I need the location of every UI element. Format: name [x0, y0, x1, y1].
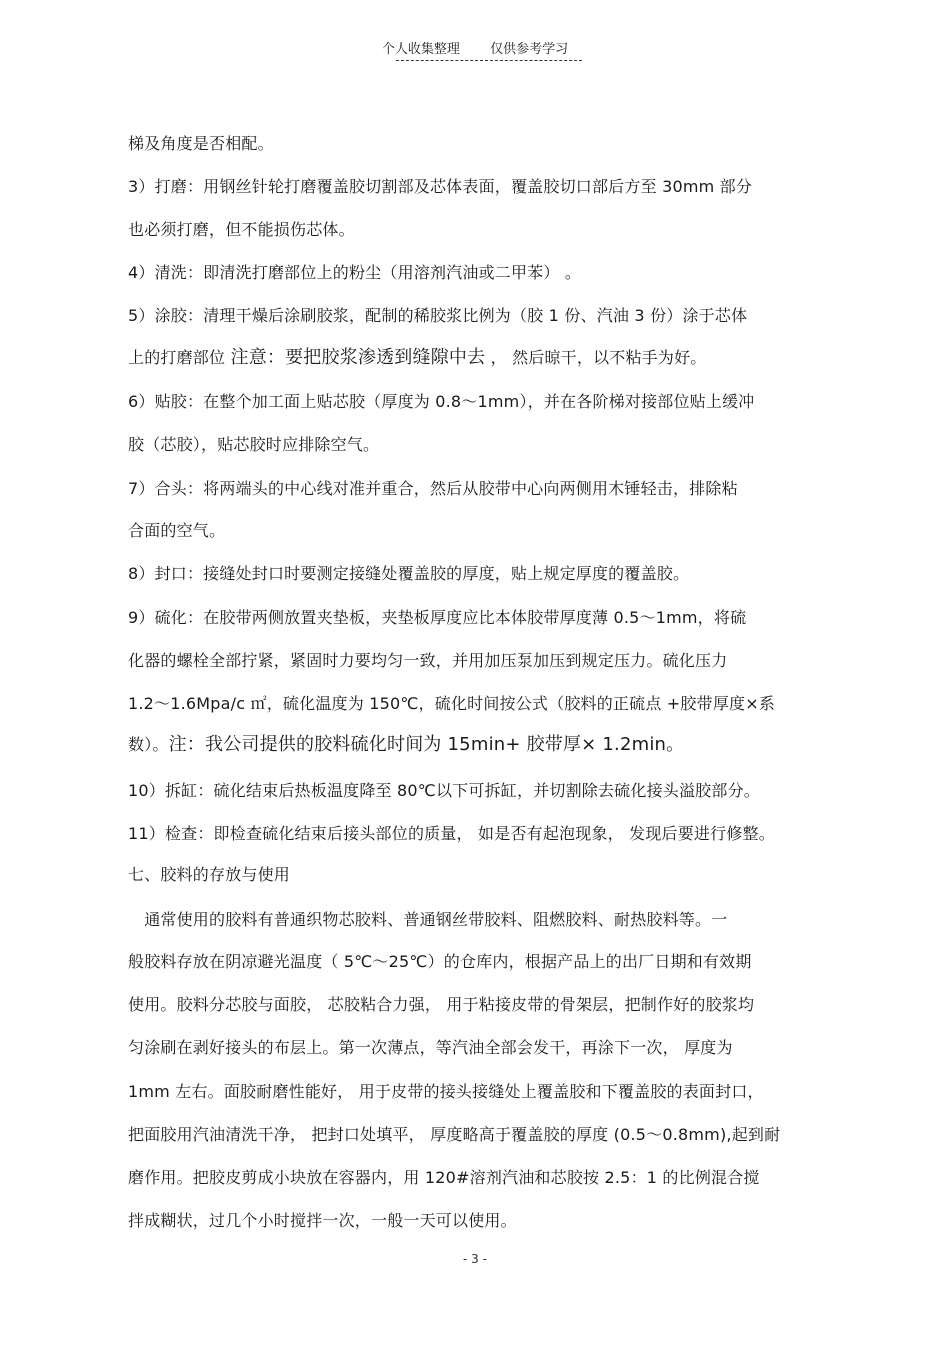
note-emphasis: 注意：要把胶浆渗透到缝隙中去	[230, 347, 486, 368]
note-emphasis: 注：我公司提供的胶料硫化时间为 15min+ 胶带厚× 1.2min。	[168, 734, 685, 755]
body-line: 6）贴胶：在整个加工面上贴芯胶（厚度为 0.8～1mm），并在各阶梯对接部位贴上缓冲	[128, 392, 755, 411]
page-number: - 3 -	[463, 1252, 487, 1266]
header-left-text: 个人收集整理	[381, 42, 460, 57]
text-segment: 数）。	[128, 735, 169, 754]
body-line: 也必须打磨，但不能损伤芯体。	[128, 220, 355, 239]
body-line: 把面胶用汽油清洗干净， 把封口处填平， 厚度略高于覆盖胶的厚度 (0.5～0.8mm),起到耐	[128, 1125, 781, 1144]
body-line: 使用。胶料分芯胶与面胶， 芯胶粘合力强， 用于粘接皮带的骨架层，把制作好的胶浆均	[128, 995, 755, 1014]
text-segment: 上的打磨部位	[128, 348, 231, 367]
body-line: 合面的空气。	[128, 521, 226, 540]
body-line: 9）硫化：在胶带两侧放置夹垫板，夹垫板厚度应比本体胶带厚度薄 0.5～1mm，将硫	[128, 608, 747, 627]
body-line: 11）检查：即检查硫化结束后接头部位的质量， 如是否有起泡现象， 发现后要进行修整。	[128, 824, 775, 843]
body-line-mixed	[128, 347, 848, 369]
body-line: 般胶料存放在阴凉避光温度（ 5℃～25℃）的仓库内，根据产品上的出厂日期和有效期	[128, 952, 752, 971]
text-segment: ， 然后晾干，以不粘手为好。	[485, 348, 707, 367]
body-line: 梯及角度是否相配。	[128, 134, 274, 153]
body-line: 4）清洗：即清洗打磨部位上的粉尘（用溶剂汽油或二甲苯） 。	[128, 263, 582, 282]
header-right-text: 仅供参考学习	[490, 42, 569, 57]
body-line: 拌成糊状，过几个小时搅拌一次，一般一天可以使用。	[128, 1211, 517, 1230]
body-line: 3）打磨：用钢丝针轮打磨覆盖胶切割部及芯体表面，覆盖胶切口部后方至 30mm 部分	[128, 177, 753, 196]
page-header	[0, 38, 950, 57]
body-line: 胶（芯胶），贴芯胶时应排除空气。	[128, 435, 380, 454]
body-line: 5）涂胶：清理干燥后涂刷胶浆，配制的稀胶浆比例为（胶 1 份、汽油 3 份）涂于芯体	[128, 306, 748, 325]
section-heading: 七、胶料的存放与使用	[128, 865, 291, 884]
header-divider	[396, 60, 582, 61]
body-line: 10）拆缸：硫化结束后热板温度降至 80℃以下可拆缸，并切割除去硫化接头溢胶部分。	[128, 781, 760, 800]
body-line: 匀涂刷在剥好接头的布层上。第一次薄点，等汽油全部会发干，再涂下一次， 厚度为	[128, 1038, 733, 1057]
body-line: 1mm 左右。面胶耐磨性能好， 用于皮带的接头接缝处上覆盖胶和下覆盖胶的表面封口，	[128, 1082, 764, 1101]
body-line: 化器的螺栓全部拧紧，紧固时力要均匀一致，并用加压泵加压到规定压力。硫化压力	[128, 651, 728, 670]
body-line: 8）封口：接缝处封口时要测定接缝处覆盖胶的厚度，贴上规定厚度的覆盖胶。	[128, 564, 690, 583]
body-line: 1.2～1.6Mpa/c ㎡，硫化温度为 150℃，硫化时间按公式（胶料的正硫点 +胶带厚度×系	[128, 694, 776, 713]
body-line: 7）合头：将两端头的中心线对准并重合，然后从胶带中心向两侧用木锤轻击，排除粘	[128, 479, 738, 498]
body-line: 通常使用的胶料有普通织物芯胶料、普通钢丝带胶料、阻燃胶料、耐热胶料等。一	[128, 910, 728, 929]
body-line: 磨作用。把胶皮剪成小块放在容器内，用 120#溶剂汽油和芯胶按 2.5：1 的比例混合搅	[128, 1168, 760, 1187]
body-line-mixed	[128, 734, 848, 756]
